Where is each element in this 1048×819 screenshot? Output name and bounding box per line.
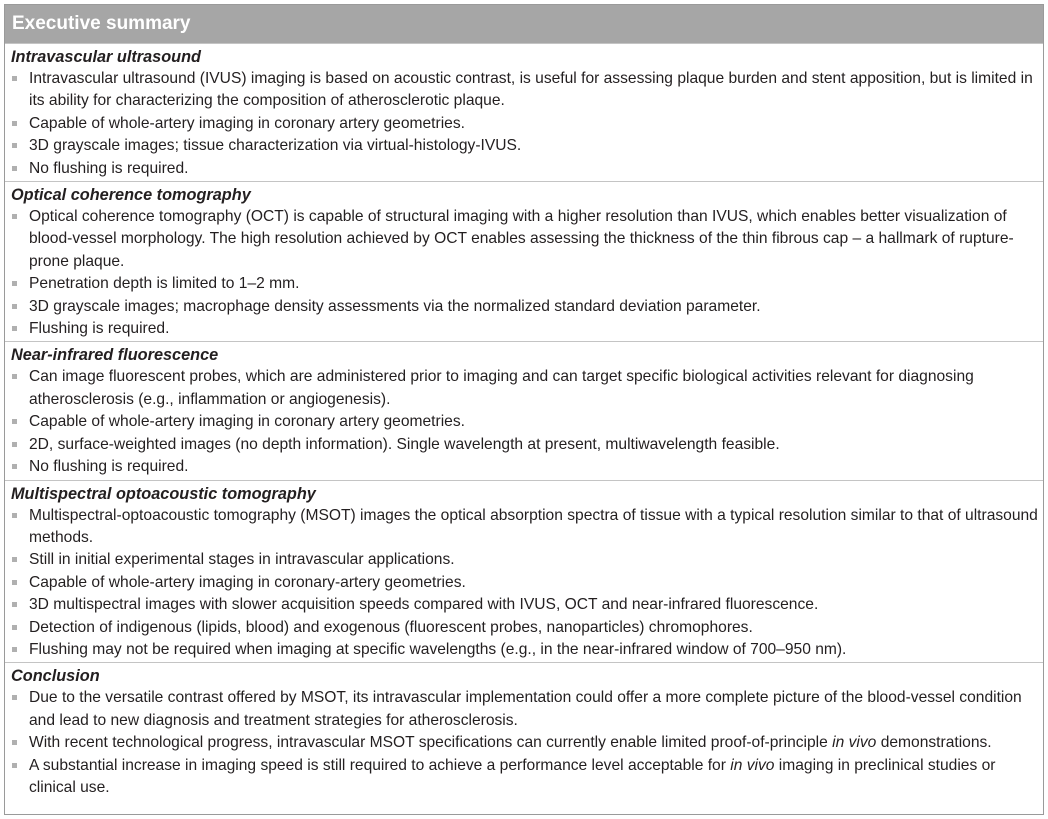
bullet-list <box>5 206 1043 340</box>
section-title: Conclusion <box>11 667 100 686</box>
bullet-item: No flushing is required. <box>5 456 1043 478</box>
bullet-item: Optical coherence tomography (OCT) is capable of structural imaging with a higher resolution than IVUS, which enables better visualization of blood-vessel morphology. The high resolution achieved by OCT enables assessing the thickness of the thin fibrous cap – a hallmark of rupture-prone plaque. <box>5 206 1043 273</box>
bullet-text: imaging in preclinical studies or clinical use. <box>29 756 996 796</box>
bullet-list <box>5 366 1043 478</box>
section-title: Intravascular ultrasound <box>11 48 202 66</box>
bullet-item: 3D multispectral images with slower acquisition speeds compared with IVUS, OCT and near-infrared fluorescence. <box>5 594 1043 616</box>
bullet-item: Flushing may not be required when imaging at specific wavelengths (e.g., in the near-infrared window of 700–950 nm). <box>5 639 1043 661</box>
bullet-item: Can image fluorescent probes, which are administered prior to imaging and can target specific biological activities relevant for diagnosing atherosclerosis (e.g., inflammation or angiogenesis). <box>5 366 1043 411</box>
bullet-item: No flushing is required. <box>5 158 1043 180</box>
bullet-item: 2D, surface-weighted images (no depth information). Single wavelength at present, multiwavelength feasible. <box>5 434 1043 456</box>
executive-summary-box <box>4 4 1044 815</box>
section-oct <box>5 181 1043 341</box>
italic-term: in vivo <box>832 734 877 752</box>
bullet-item: 3D grayscale images; tissue characterization via virtual-histology-IVUS. <box>5 135 1043 157</box>
bullet-item: Penetration depth is limited to 1–2 mm. <box>5 273 1043 295</box>
section-title: Multispectral optoacoustic tomography <box>11 484 316 503</box>
box-title: Executive summary <box>5 5 1043 43</box>
bullet-item: Capable of whole-artery imaging in coronary artery geometries. <box>5 113 1043 135</box>
bullet-text: demonstrations. <box>876 734 992 752</box>
bullet-item: Capable of whole-artery imaging in coronary artery geometries. <box>5 411 1043 433</box>
bullet-item: Still in initial experimental stages in intravascular applications. <box>5 549 1043 571</box>
bullet-item: Detection of indigenous (lipids, blood) and exogenous (fluorescent probes, nanoparticles) chromophores. <box>5 617 1043 639</box>
bullet-text: With recent technological progress, intravascular MSOT specifications can currently enable limited proof-of-principle <box>29 734 833 752</box>
section-title: Optical coherence tomography <box>11 186 251 205</box>
bullet-item: Intravascular ultrasound (IVUS) imaging is based on acoustic contrast, is useful for assessing plaque burden and stent apposition, but is limited in its ability for characterizing the composition of atherosclerotic plaque. <box>5 68 1043 113</box>
bullet-item: Due to the versatile contrast offered by MSOT, its intravascular implementation could offer a more complete picture of the blood-vessel condition and lead to new diagnosis and treatment strategies for atherosclerosis. <box>5 687 1043 732</box>
section-msot <box>5 480 1043 663</box>
bullet-item: Flushing is required. <box>5 318 1043 340</box>
bullet-text: A substantial increase in imaging speed is still required to achieve a performance level acceptable for <box>29 756 731 774</box>
bullet-list <box>5 68 1043 180</box>
bullet-item: 3D grayscale images; macrophage density assessments via the normalized standard deviation parameter. <box>5 296 1043 318</box>
bullet-item <box>5 755 1043 800</box>
section-conclusion <box>5 662 1043 800</box>
section-ivus <box>5 43 1043 181</box>
bullet-list <box>5 505 1043 662</box>
section-title: Near-infrared fluorescence <box>11 346 219 365</box>
italic-term: in vivo <box>730 756 775 774</box>
bullet-item <box>5 732 1043 754</box>
bullet-list <box>5 687 1043 799</box>
bullet-item: Capable of whole-artery imaging in coronary-artery geometries. <box>5 572 1043 594</box>
section-nirf <box>5 341 1043 479</box>
bullet-item: Multispectral-optoacoustic tomography (MSOT) images the optical absorption spectra of tissue with a typical resolution similar to that of ultrasound methods. <box>5 505 1043 550</box>
